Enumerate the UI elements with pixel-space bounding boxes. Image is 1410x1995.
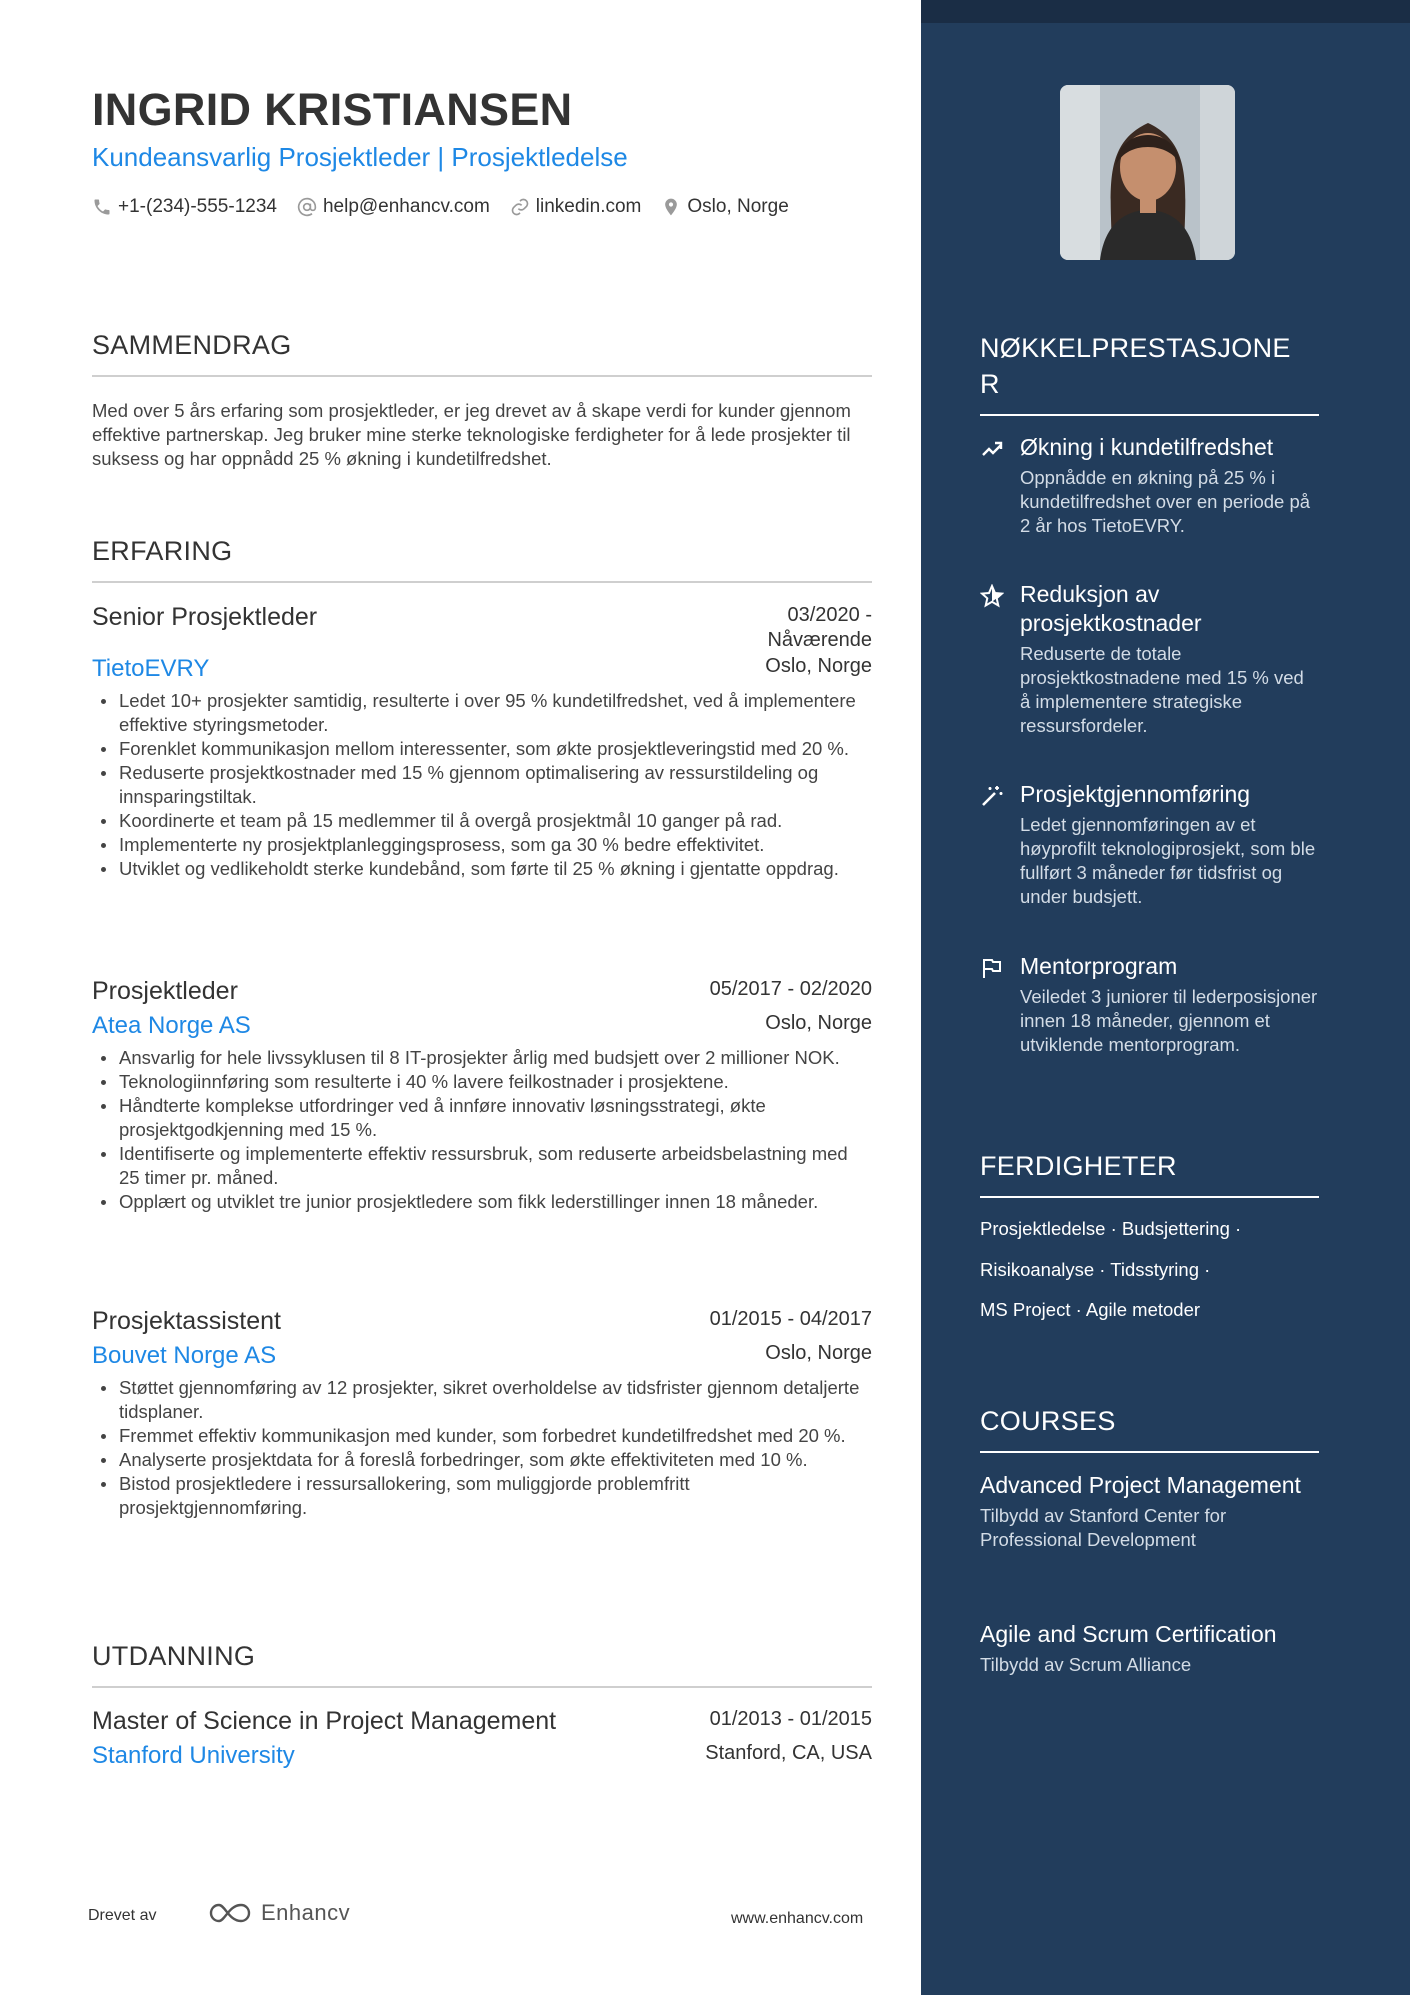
job-bullets [92,1376,872,1520]
bullet-item: Reduserte prosjektkostnader med 15 % gjennom optimalisering av ressurstildeling og innsparingstiltak. [92,761,872,809]
linkedin-text: linkedin.com [535,196,642,217]
achievement-title: Reduksjon av prosjektkostnader [1020,581,1202,636]
course-item [980,1620,1319,1677]
education-school[interactable]: Stanford University [92,1742,295,1769]
job-company[interactable]: TietoEVRY [92,655,210,682]
achievement-desc: Ledet gjennomføringen av et høyprofilt teknologiprosjekt, som ble fullført 3 måneder før tidsfrist og under budsjett. [1020,814,1316,907]
bullet-item: Ledet 10+ prosjekter samtidig, resulterte i over 95 % kundetilfredshet, ved å implementere effektive styringsmetoder. [92,689,872,737]
job-role: Prosjektleder [92,977,238,1005]
bullet-item: Støttet gjennomføring av 12 prosjekter, sikret overholdelse av tidsfrister gjennom detaljerte tidsplaner. [92,1376,872,1424]
bullet-item: Håndterte komplekse utfordringer ved å innføre innovativ løsningsstrategi, økte prosjektgodkjenning med 15 %. [92,1094,872,1142]
website-link[interactable]: www.enhancv.com [731,1910,864,1927]
achievement-item [980,433,1319,538]
achievements-heading [980,330,1319,416]
skills-line: Risikoanalyse · Tidsstyring · [980,1259,1211,1280]
star-icon [980,580,1020,738]
summary-text: Med over 5 års erfaring som prosjektleder, er jeg drevet av å skape verdi for kunder gjennom effektive partnerskap. Jeg bruker mine sterke teknologiske ferdigheter for å lede prosjekter til suksess og har oppnådd 25 % økning i kundetilfredshet. [92,400,851,469]
bullet-item: Bistod prosjektledere i ressursallokering, som muliggjorde problemfritt prosjektgjennomføring. [92,1472,872,1520]
phone-icon [92,197,112,217]
portrait-image [1060,85,1235,260]
job-location: Oslo, Norge [765,1012,872,1034]
magic-wand-icon [980,780,1020,909]
job-dates-end: Nåværende [767,629,872,651]
achievements-heading-line2: R [980,369,1000,399]
job-entry [92,1307,872,1520]
bullet-item: Koordinerte et team på 15 medlemmer til å overgå prosjektmål 10 ganger på rad. [92,809,872,833]
job-dates [767,603,872,653]
phone-text: +1-(234)-555-1234 [118,196,277,217]
bullet-item: Teknologiinnføring som resulterte i 40 % lavere feilkostnader i prosjektene. [92,1070,872,1094]
achievement-desc: Reduserte de totale prosjektkostnadene med 15 % ved å implementere strategiske ressursfordeler. [1020,643,1304,736]
education-heading: UTDANNING [92,1641,872,1688]
infinity-logo-icon [207,1901,253,1925]
education-entry [92,1707,872,1770]
achievement-item [980,780,1319,909]
course-desc: Tilbydd av Scrum Alliance [980,1654,1192,1675]
achievement-desc: Veiledet 3 juniorer til lederposisjoner innen 18 måneder, gjennom et utviklende mentorprogram. [1020,986,1318,1055]
bullet-item: Analyserte prosjektdata for å foreslå forbedringer, som økte effektiviteten med 10 %. [92,1448,872,1472]
bullet-item: Implementerte ny prosjektplanleggingsprosess, som ga 30 % bedre effektivitet. [92,833,872,857]
course-item [980,1471,1319,1552]
powered-by-label: Drevet av [88,1907,157,1924]
logo-text: Enhancv [261,1900,351,1925]
contact-phone[interactable] [92,196,277,218]
course-desc: Tilbydd av Stanford Center for Professional Development [980,1505,1227,1550]
candidate-name: INGRID KRISTIANSEN [92,84,573,135]
achievement-desc: Oppnådde en økning på 25 % i kundetilfredshet over en periode på 2 år hos TietoEVRY. [1020,467,1311,536]
job-entry [92,977,872,1214]
job-role: Prosjektassistent [92,1307,281,1335]
contact-location [661,196,788,218]
contact-linkedin[interactable] [510,196,642,218]
skills-line: MS Project · Agile metoder [980,1299,1201,1320]
experience-heading: ERFARING [92,536,872,583]
education-degree: Master of Science in Project Management [92,1707,557,1735]
location-text: Oslo, Norge [687,196,789,217]
achievement-title: Prosjektgjennomføring [1020,781,1251,807]
headline: Kundeansvarlig Prosjektleder | Prosjektledelse [92,142,628,172]
map-pin-icon [661,197,681,217]
job-company[interactable]: Atea Norge AS [92,1012,251,1039]
achievement-item [980,952,1319,1057]
achievement-title: Mentorprogram [1020,953,1178,979]
bullet-item: Utviklet og vedlikeholdt sterke kundebånd, som førte til 25 % økning i gjentatte oppdrag. [92,857,872,881]
courses-heading: COURSES [980,1403,1319,1453]
job-dates: 05/2017 - 02/2020 [709,978,872,1000]
enhancv-logo[interactable] [207,1900,350,1926]
job-location: Oslo, Norge [765,1342,872,1364]
course-title: Agile and Scrum Certification [980,1621,1277,1647]
education-dates: 01/2013 - 01/2015 [709,1708,872,1730]
skills-heading: FERDIGHETER [980,1148,1319,1198]
job-bullets [92,1046,872,1214]
bullet-item: Ansvarlig for hele livssyklusen til 8 IT-prosjekter årlig med budsjett over 2 millioner NOK. [92,1046,872,1070]
bullet-item: Forenklet kommunikasjon mellom interessenter, som økte prosjektleveringstid med 20 %. [92,737,872,761]
achievement-title: Økning i kundetilfredshet [1020,434,1274,460]
job-dates-start: 03/2020 - [787,604,872,626]
bullet-item: Identifiserte og implementerte effektiv ressursbruk, som reduserte arbeidsbelastning med 25 timer pr. måned. [92,1142,872,1190]
job-location: Oslo, Norge [765,655,872,677]
achievement-item [980,580,1319,738]
summary-heading: SAMMENDRAG [92,330,872,377]
job-role: Senior Prosjektleder [92,603,318,631]
profile-photo [1060,85,1235,260]
job-entry [92,603,872,881]
achievements-heading-line1: NØKKELPRESTASJONE [980,333,1291,363]
contact-bar [92,196,809,218]
sidebar-top-bar [921,0,1410,23]
job-dates: 01/2015 - 04/2017 [709,1308,872,1330]
chart-up-icon [980,433,1020,538]
job-bullets [92,689,872,881]
bullet-item: Fremmet effektiv kommunikasjon med kunder, som forbedret kundetilfredshet med 20 %. [92,1424,872,1448]
flag-icon [980,952,1020,1057]
email-text: help@enhancv.com [322,196,490,217]
job-company[interactable]: Bouvet Norge AS [92,1342,277,1369]
bullet-item: Opplært og utviklet tre junior prosjektledere som fikk lederstillinger innen 18 måneder. [92,1190,872,1214]
contact-email[interactable] [297,196,490,218]
course-title: Advanced Project Management [980,1472,1301,1498]
education-location: Stanford, CA, USA [705,1742,872,1764]
at-sign-icon [297,197,317,217]
skills-line: Prosjektledelse · Budsjettering · [980,1218,1242,1239]
link-icon [510,197,530,217]
